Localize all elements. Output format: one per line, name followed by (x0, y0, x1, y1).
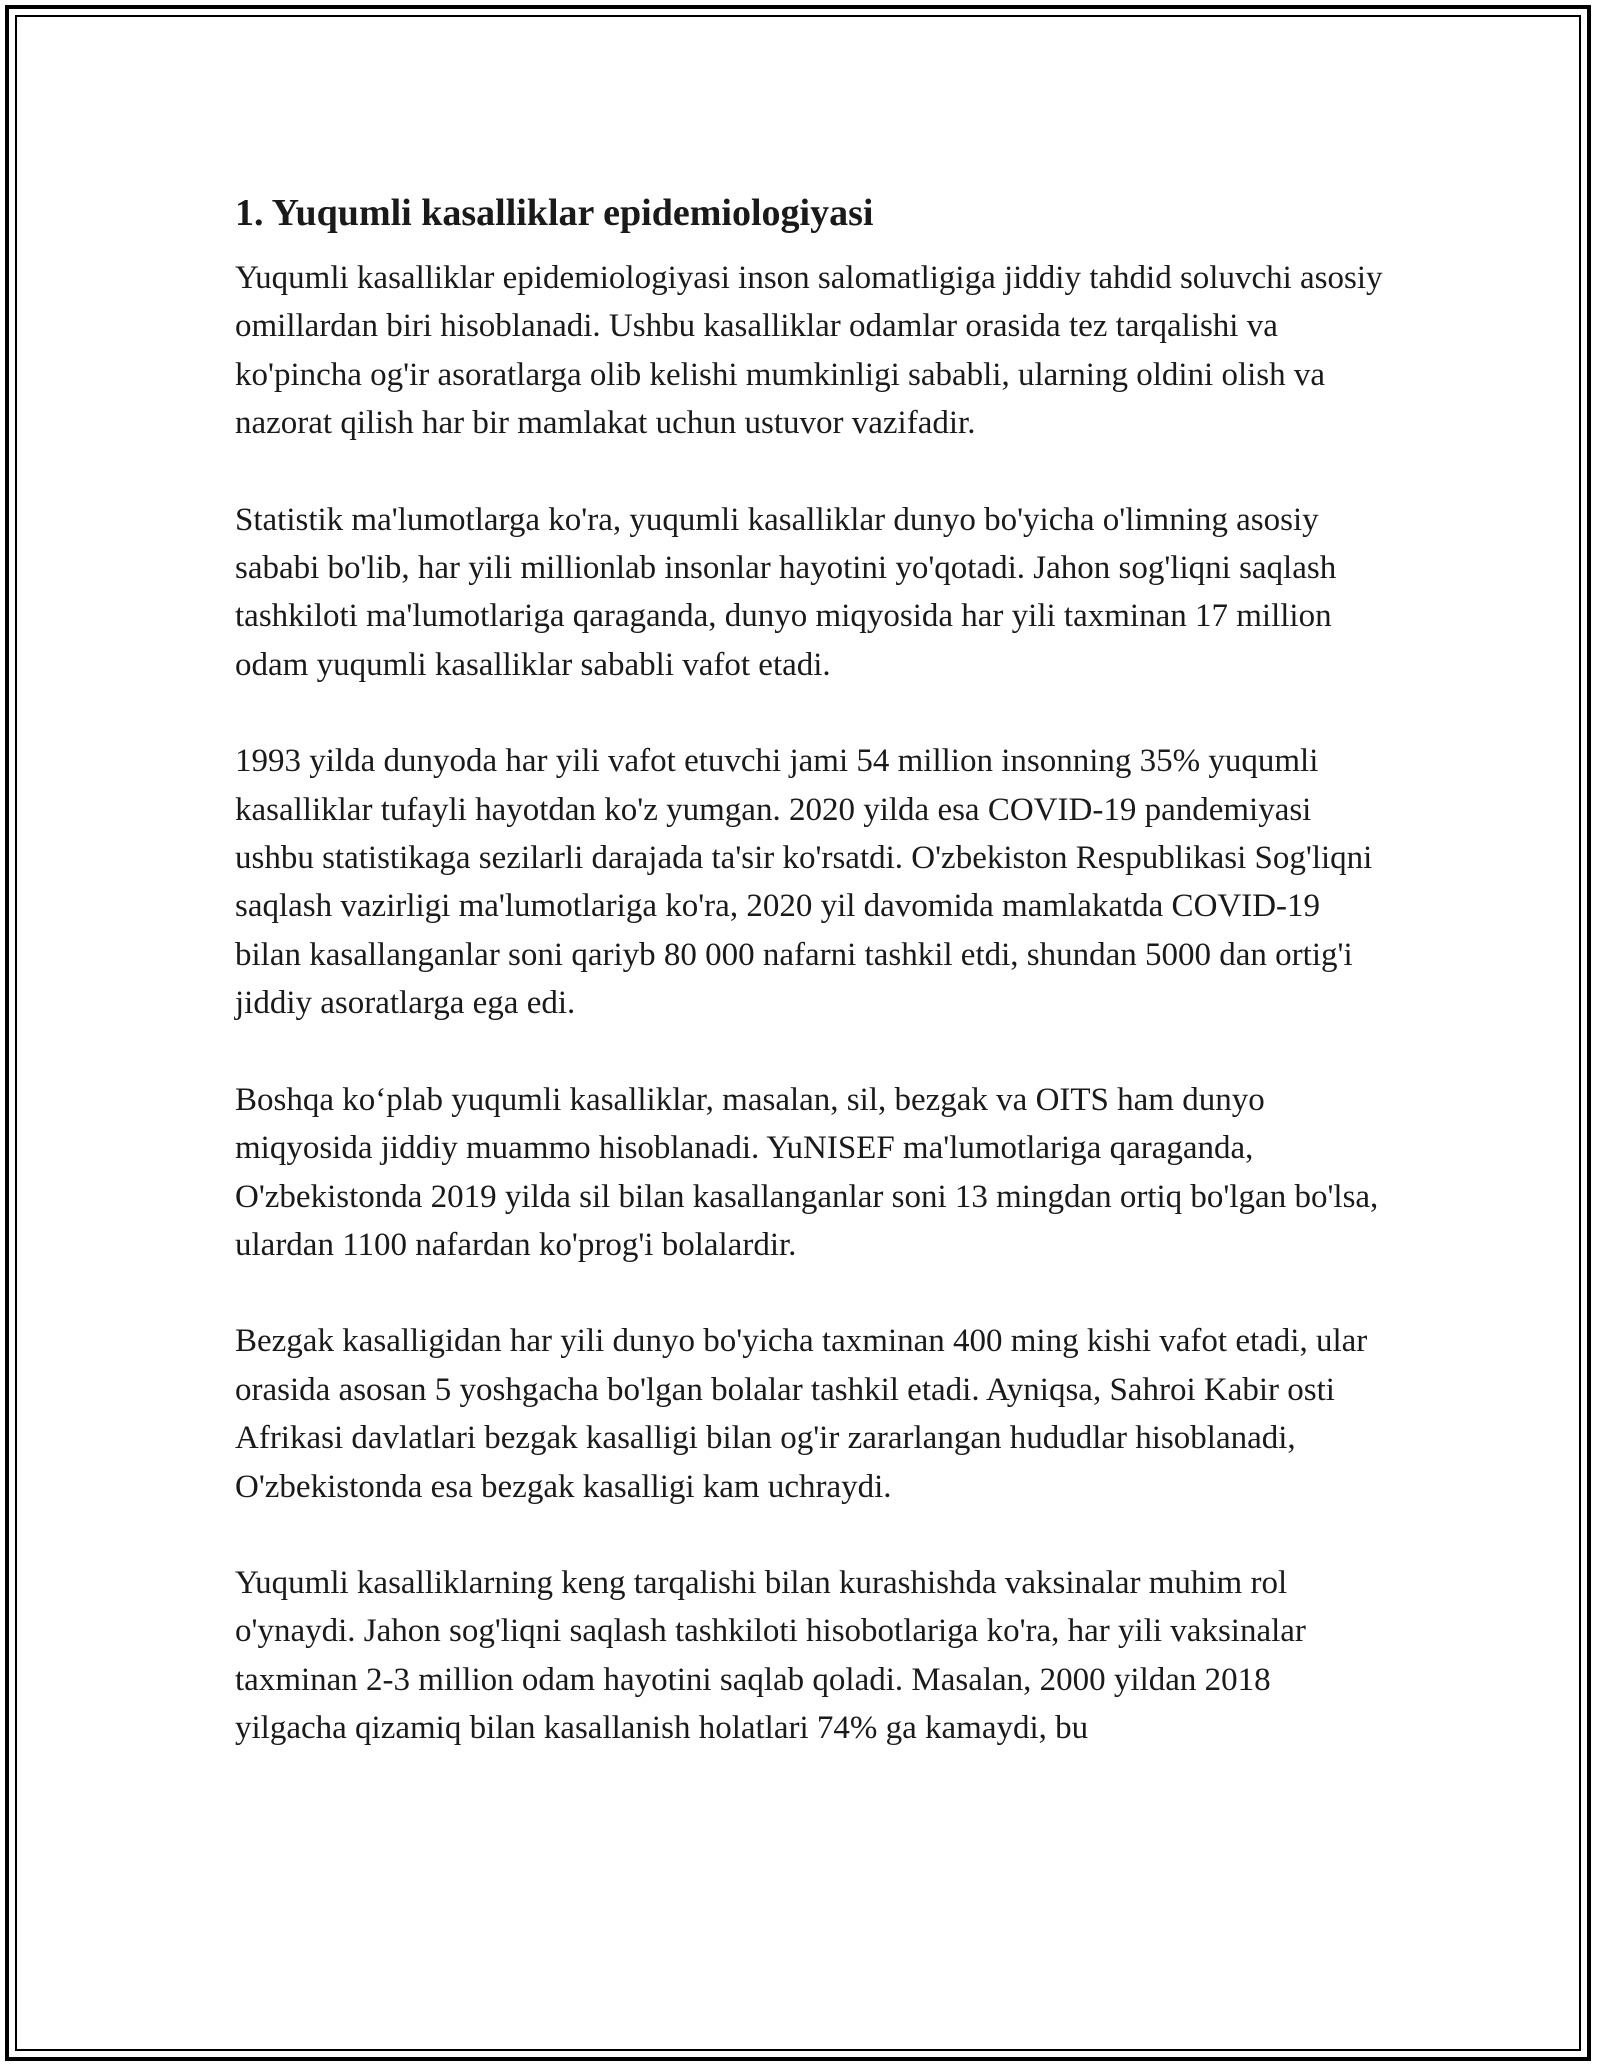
section-title: 1. Yuqumli kasalliklar epidemiologiyasi (235, 192, 874, 234)
document-body (235, 186, 1385, 1801)
paragraph-4: Boshqa ko‘plab yuqumli kasalliklar, masalan, sil, bezgak va OITS ham dunyo miqyosida jiddiy muammo hisoblanadi. YuNISEF ma'lumotlariga qaraganda, O'zbekistonda 2019 yilda sil bilan kasallanganlar soni 13 mingdan ortiq bo'lgan bo'lsa, ulardan 1100 nafardan ko'prog'i bolalardir. (235, 1081, 1379, 1263)
paragraph-2: Statistik ma'lumotlarga ko'ra, yuqumli kasalliklar dunyo bo'yicha o'limning asosiy sababi bo'lib, har yili millionlab insonlar hayotini yo'qotadi. Jahon sog'liqni saqlash tashkiloti ma'lumotlariga qaraganda, dunyo miqyosida har yili taxminan 17 million odam yuqumli kasalliklar sababli vafot etadi. (235, 501, 1337, 683)
paragraph-6: Yuqumli kasalliklarning keng tarqalishi bilan kurashishda vaksinalar muhim rol o'ynaydi. Jahon sog'liqni saqlash tashkiloti hisobotlariga ko'ra, har yili vaksinalar taxminan 2-3 million odam hayotini saqlab qoladi. Masalan, 2000 yildan 2018 yilgacha qizamiq bilan kasallanish holatlari 74% ga kamaydi, bu (235, 1564, 1306, 1747)
paragraph-3: 1993 yilda dunyoda har yili vafot etuvchi jami 54 million insonning 35% yuqumli kasalliklar tufayli hayotdan ko'z yumgan. 2020 yilda esa COVID-19 pandemiyasi ushbu statistikaga sezilarli darajada ta'sir ko'rsatdi. O'zbekiston Respublikasi Sog'liqni saqlash vazirligi ma'lumotlariga ko'ra, 2020 yil davomida mamlakatda COVID-19 bilan kasallanganlar soni qariyb 80 000 nafarni tashkil etdi, shundan 5000 dan ortig'i jiddiy asoratlarga ega edi. (235, 743, 1373, 1022)
paragraph-5: Bezgak kasalligidan har yili dunyo bo'yicha taxminan 400 ming kishi vafot etadi, ular orasida asosan 5 yoshgacha bo'lgan bolalar tashkil etadi. Ayniqsa, Sahroi Kabir osti Afrikasi davlatlari bezgak kasalligi bilan og'ir zararlangan hududlar hisoblanadi, O'zbekistonda esa bezgak kasalligi kam uchraydi. (235, 1323, 1368, 1505)
paragraph-1: Yuqumli kasalliklar epidemiologiyasi inson salomatligiga jiddiy tahdid soluvchi asosiy omillardan biri hisoblanadi. Ushbu kasalliklar odamlar orasida tez tarqalishi va ko'pincha og'ir asoratlarga olib kelishi mumkinligi sababli, ularning oldini olish va nazorat qilish har bir mamlakat uchun ustuvor vazifadir. (235, 260, 1383, 442)
